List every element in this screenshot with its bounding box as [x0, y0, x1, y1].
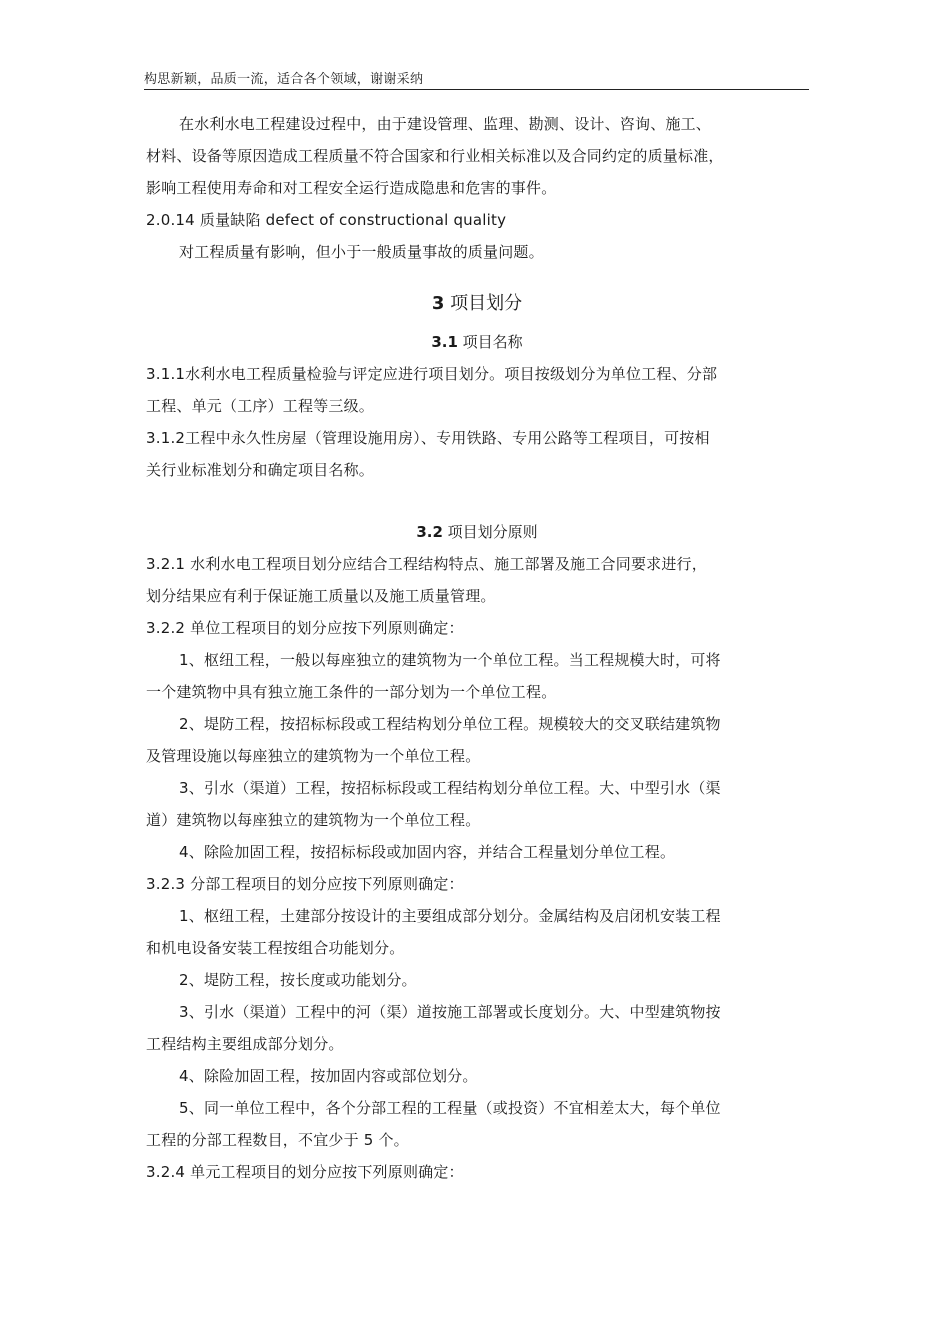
chapter-number: 3 [431, 293, 445, 314]
clause-number: 3.2.3 [146, 875, 186, 893]
paragraph-line: 材料、设备等原因造成工程质量不符合国家和行业相关标准以及合同约定的质量标准， [146, 147, 724, 165]
clause-line: 划分结果应有利于保证施工质量以及施工质量管理。 [146, 587, 496, 605]
section-name: 项目名称 [462, 333, 523, 351]
clause-line [146, 1156, 808, 1188]
list-item-line: 4、除险加固工程，按招标标段或加固内容，并结合工程量划分单位工程。 [179, 843, 676, 861]
clause-number: 3.2.1 [146, 555, 186, 573]
clause-text: 分部工程项目的划分应按下列原则确定： [190, 875, 464, 893]
clause-text: 水利水电工程项目划分应结合工程结构特点、施工部署及施工合同要求进行， [190, 555, 707, 573]
list-item-line: 4、除险加固工程，按加固内容或部位划分。 [179, 1067, 478, 1085]
section-number: 3.2 [416, 523, 443, 541]
clause-number: 3.1.2 [146, 429, 186, 447]
list-item-line: 3、引水（渠道）工程中的河（渠）道按施工部署或长度划分。大、中型建筑物按 [179, 1003, 721, 1021]
section-spacer [146, 486, 808, 516]
clause-text: 单位工程项目的划分应按下列原则确定： [190, 619, 464, 637]
section-name: 项目划分原则 [447, 523, 538, 541]
term-number: 2.0.14 [146, 211, 195, 229]
clause-text: 工程中永久性房屋（管理设施用房）、专用铁路、专用公路等工程项目，可按相 [185, 429, 710, 447]
clause-line [146, 422, 808, 454]
clause-number: 3.2.4 [146, 1163, 186, 1181]
list-item-line: 2、堤防工程，按招标标段或工程结构划分单位工程。规模较大的交叉联结建筑物 [179, 715, 721, 733]
clause-number: 3.1.1 [146, 365, 186, 383]
page-header: 构思新颖，品质一流，适合各个领域，谢谢采纳 [144, 72, 424, 87]
clause-line [146, 358, 808, 390]
list-item-line: 和机电设备安装工程按组合功能划分。 [146, 939, 405, 957]
list-item-line: 2、堤防工程，按长度或功能划分。 [179, 971, 417, 989]
list-item-line: 一个建筑物中具有独立施工条件的一部分划为一个单位工程。 [146, 683, 557, 701]
chapter-title [146, 282, 808, 326]
term-definition: 对工程质量有影响，但小于一般质量事故的质量问题。 [179, 243, 544, 261]
list-item-line: 及管理设施以每座独立的建筑物为一个单位工程。 [146, 747, 481, 765]
list-item-line: 工程的分部工程数目，不宜少于 5 个。 [146, 1131, 409, 1149]
list-item-line: 3、引水（渠道）工程，按招标标段或工程结构划分单位工程。大、中型引水（渠 [179, 779, 721, 797]
clause-line: 关行业标准划分和确定项目名称。 [146, 461, 375, 479]
term-heading [146, 204, 808, 236]
term-title: 质量缺陷 defect of constructional quality [199, 211, 507, 229]
section-title [146, 516, 808, 548]
section-title [146, 326, 808, 358]
section-number: 3.1 [431, 333, 458, 351]
clause-line [146, 868, 808, 900]
paragraph-line: 影响工程使用寿命和对工程安全运行造成隐患和危害的事件。 [146, 179, 557, 197]
clause-number: 3.2.2 [146, 619, 186, 637]
paragraph-line: 在水利水电工程建设过程中，由于建设管理、监理、勘测、设计、咨询、施工、 [179, 115, 712, 133]
clause-text: 单元工程项目的划分应按下列原则确定： [190, 1163, 464, 1181]
clause-text: 水利水电工程质量检验与评定应进行项目划分。项目按级划分为单位工程、分部 [185, 365, 718, 383]
list-item-line: 1、枢纽工程，一般以每座独立的建筑物为一个单位工程。当工程规模大时，可将 [179, 651, 721, 669]
clause-line [146, 548, 808, 580]
chapter-name: 项目划分 [450, 293, 523, 314]
clause-line [146, 612, 808, 644]
list-item-line: 5、同一单位工程中，各个分部工程的工程量（或投资）不宜相差太大，每个单位 [179, 1099, 721, 1117]
list-item-line: 工程结构主要组成部分划分。 [146, 1035, 344, 1053]
header-divider [144, 89, 809, 90]
clause-line: 工程、单元（工序）工程等三级。 [146, 397, 375, 415]
document-body [146, 108, 808, 1188]
list-item-line: 1、枢纽工程，土建部分按设计的主要组成部分划分。金属结构及启闭机安装工程 [179, 907, 721, 925]
list-item-line: 道）建筑物以每座独立的建筑物为一个单位工程。 [146, 811, 481, 829]
